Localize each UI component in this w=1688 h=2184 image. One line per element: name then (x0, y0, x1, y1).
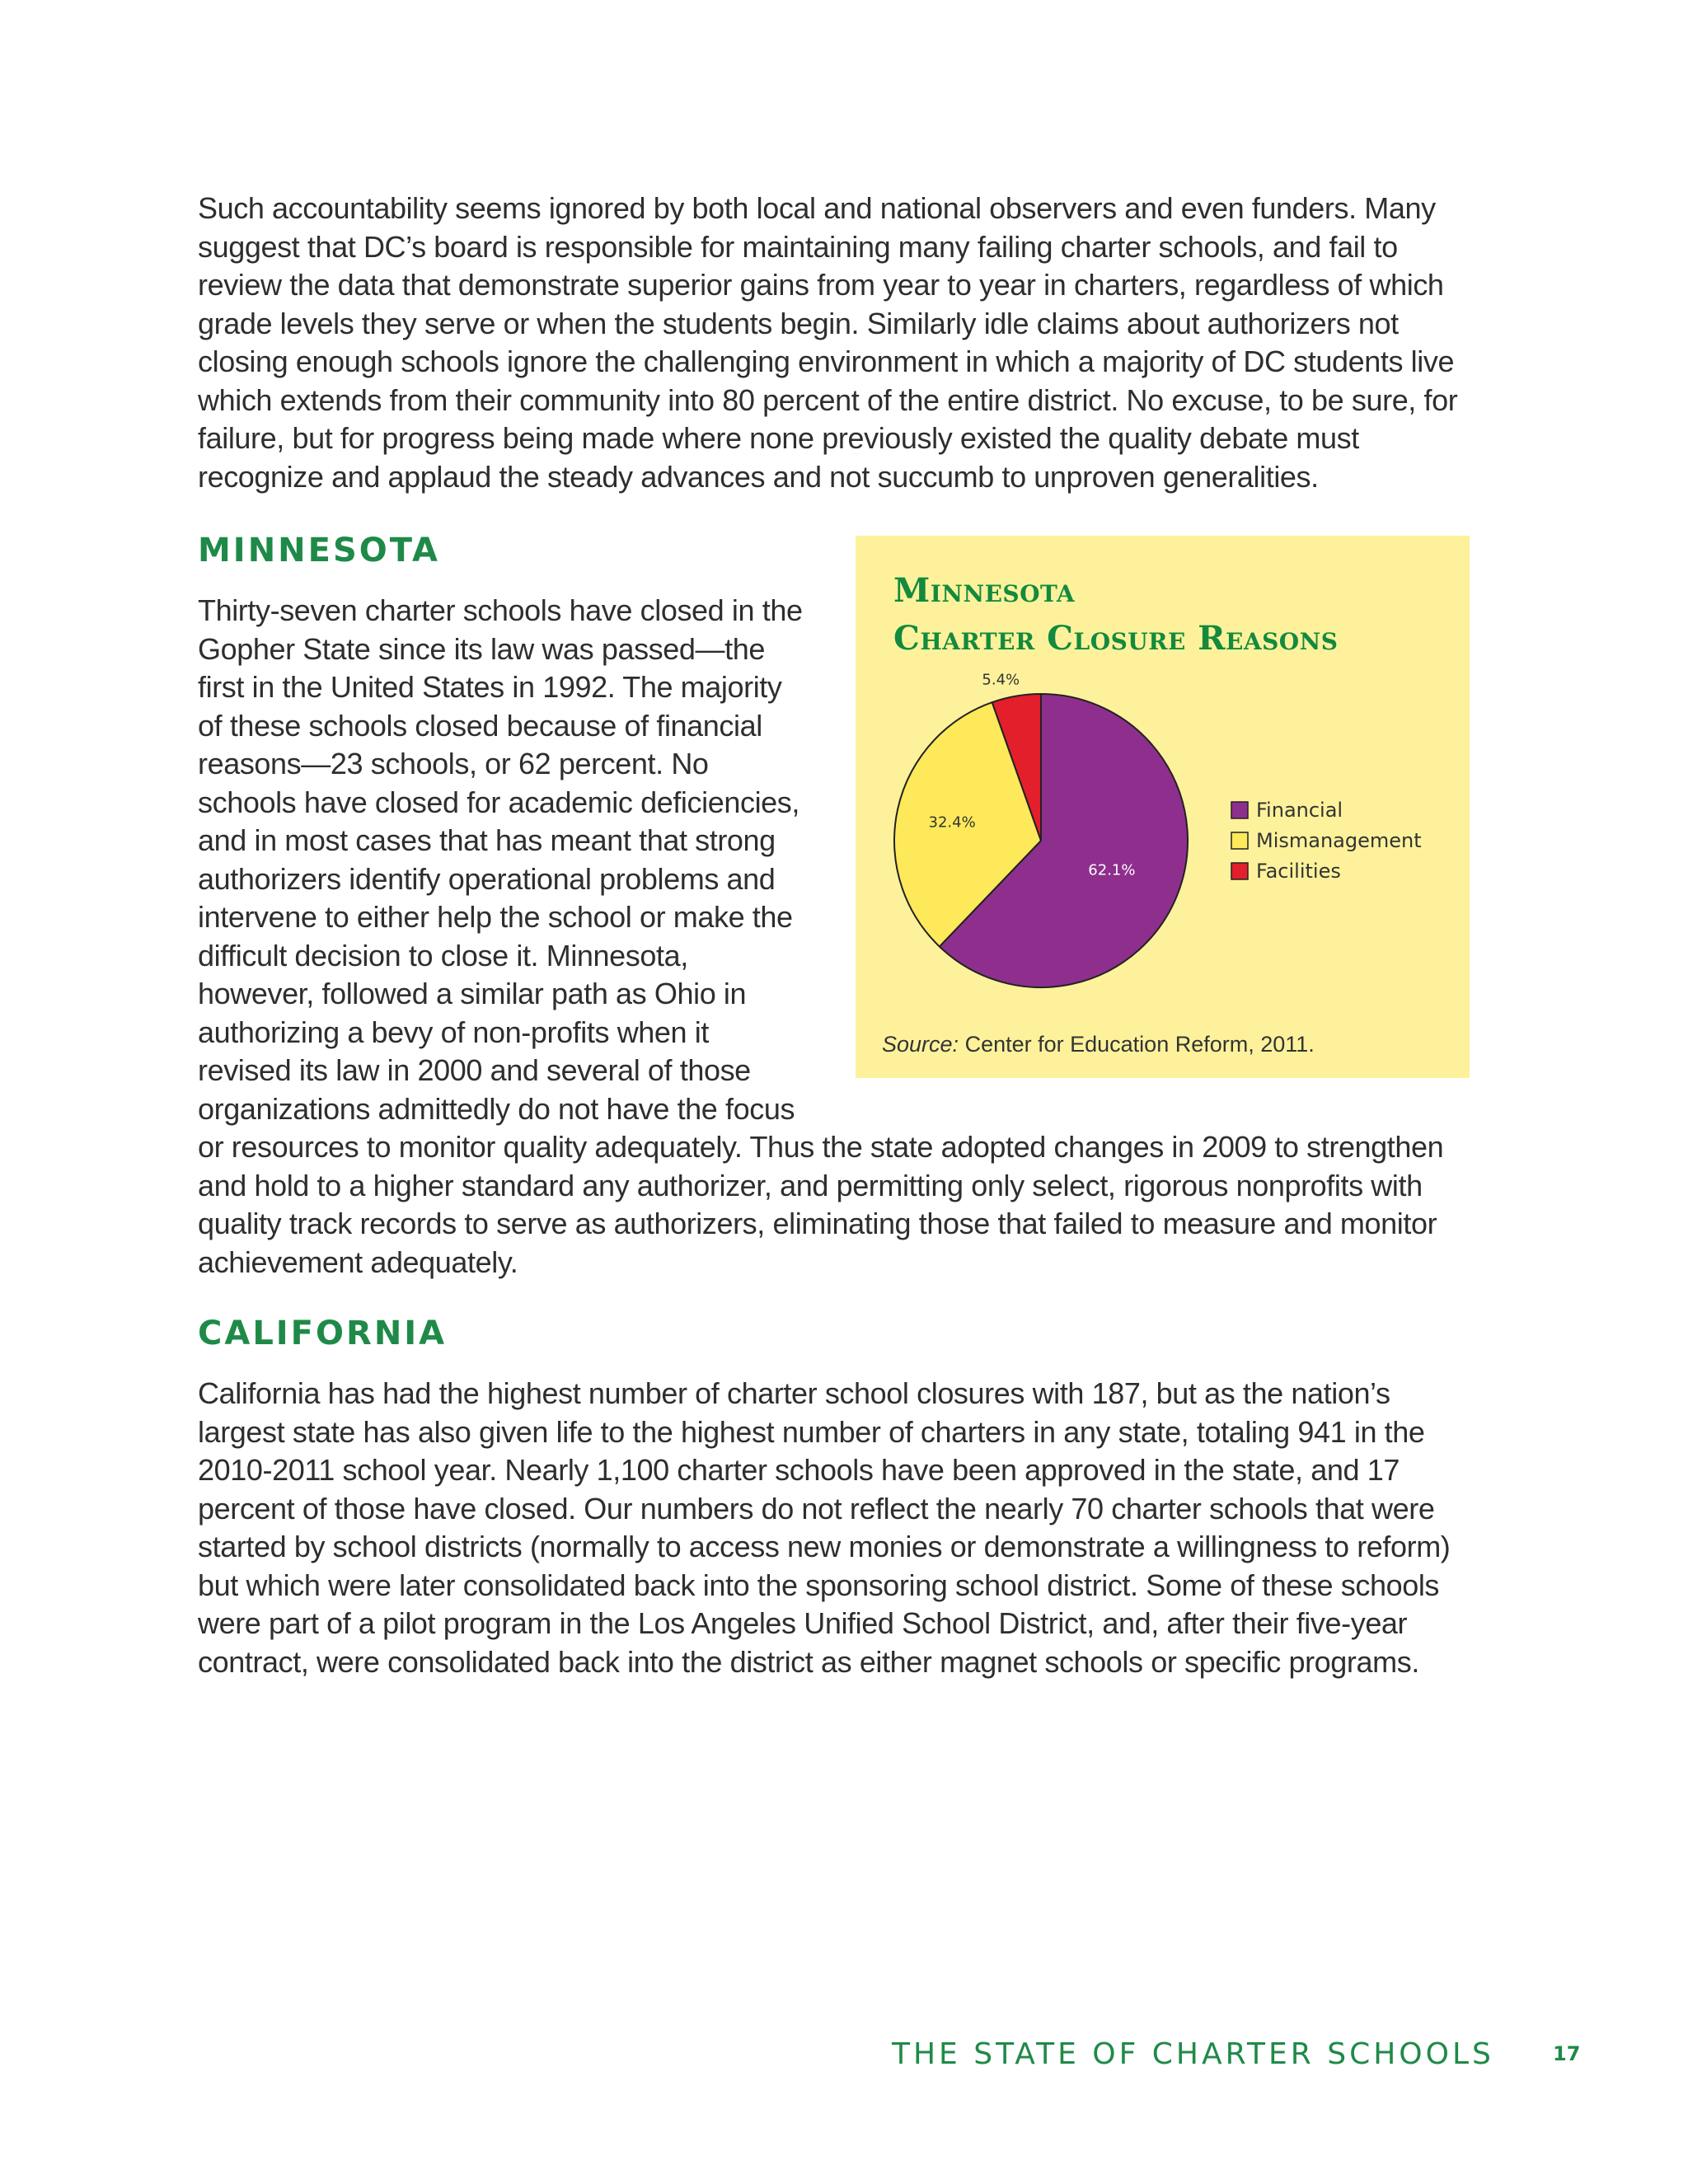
legend-label-mismanagement: Mismanagement (1256, 829, 1422, 852)
minnesota-paragraph-text: Thirty-seven charter schools have closed in the Gopher State since its law was passed—the first in the United States in 1992. The majority of these schools closed because of financial reasons—23 schools, or 62 percent. No schools have closed for academic deficiencies, and in most cases that has meant that strong authorizers identify operational problems and intervene to either help the school or make the difficult decision to close it. Minnesota, however, followed a similar path as Ohio in authorizing a bevy of non-profits when it revised its law in 2000 and several of those organizations admittedly do not have the focus or resources to monitor quality adequately. Thus the state adopted changes in 2009 to strengthen and hold to a higher standard any authorizer, and permitting only select, rigorous nonprofits with quality track records to serve as authorizers, eliminating those that failed to measure and monitor achievement adequately. (198, 593, 1444, 1279)
chart-title-line2: Charter Closure Reasons (893, 619, 1339, 658)
page-number: 17 (1553, 2042, 1581, 2065)
legend-label-financial: Financial (1256, 799, 1343, 822)
chart-source-text: Center for Education Reform, 2011. (959, 1032, 1315, 1057)
legend-swatch-financial (1231, 802, 1248, 818)
legend-label-facilities: Facilities (1256, 860, 1341, 883)
legend-swatch-facilities (1231, 863, 1248, 879)
legend-swatch-mismanagement (1231, 832, 1248, 849)
pie-label-mismanagement: 32.4% (928, 813, 976, 832)
chart-source (882, 1032, 1315, 1057)
pie-label-financial: 62.1% (1088, 861, 1136, 879)
chart-title-line1: Minnesota (893, 571, 1076, 610)
chart-panel (856, 536, 1470, 1078)
footer-title: THE STATE OF CHARTER SCHOOLS (892, 2037, 1494, 2071)
intro-paragraph: Such accountability seems ignored by both local and national observers and even funders. Many suggest that DC’s board is responsible for maintaining many failing charter schools, and fail to review the data that demonstrate superior gains from year to year in charters, regardless of which grade levels they serve or when the students begin. Similarly idle claims about authorizers not closing enough schools ignore the challenging environment in which a majority of DC students live which extends from their community into 80 percent of the entire district. No excuse, to be sure, for failure, but for progress being made where none previously existed the quality debate must recognize and applaud the steady advances and not succumb to unproven generalities. (198, 191, 1458, 494)
section-heading-minnesota: MINNESOTA (198, 532, 440, 569)
pie-chart (856, 536, 1470, 1078)
california-paragraph: California has had the highest number of charter school closures with 187, but as the nation’s largest state has also given life to the highest number of charters in any state, totaling 941 in the 2010-2011 school year. Nearly 1,100 charter schools have been approved in the state, and 17 percent of those have closed. Our numbers do not reflect the nearly 70 charter schools that were started by school districts (normally to access new monies or demonstrate a willingness to reform) but which were later consolidated back into the sponsoring school district. Some of these schools were part of a pilot program in the Los Angeles Unified School District, and, after their five-year contract, were consolidated back into the district as either magnet schools or specific programs. (198, 1376, 1451, 1679)
section-heading-california: CALIFORNIA (198, 1315, 448, 1352)
pie-label-facilities: 5.4% (982, 671, 1020, 689)
chart-source-prefix: Source: (882, 1032, 959, 1057)
